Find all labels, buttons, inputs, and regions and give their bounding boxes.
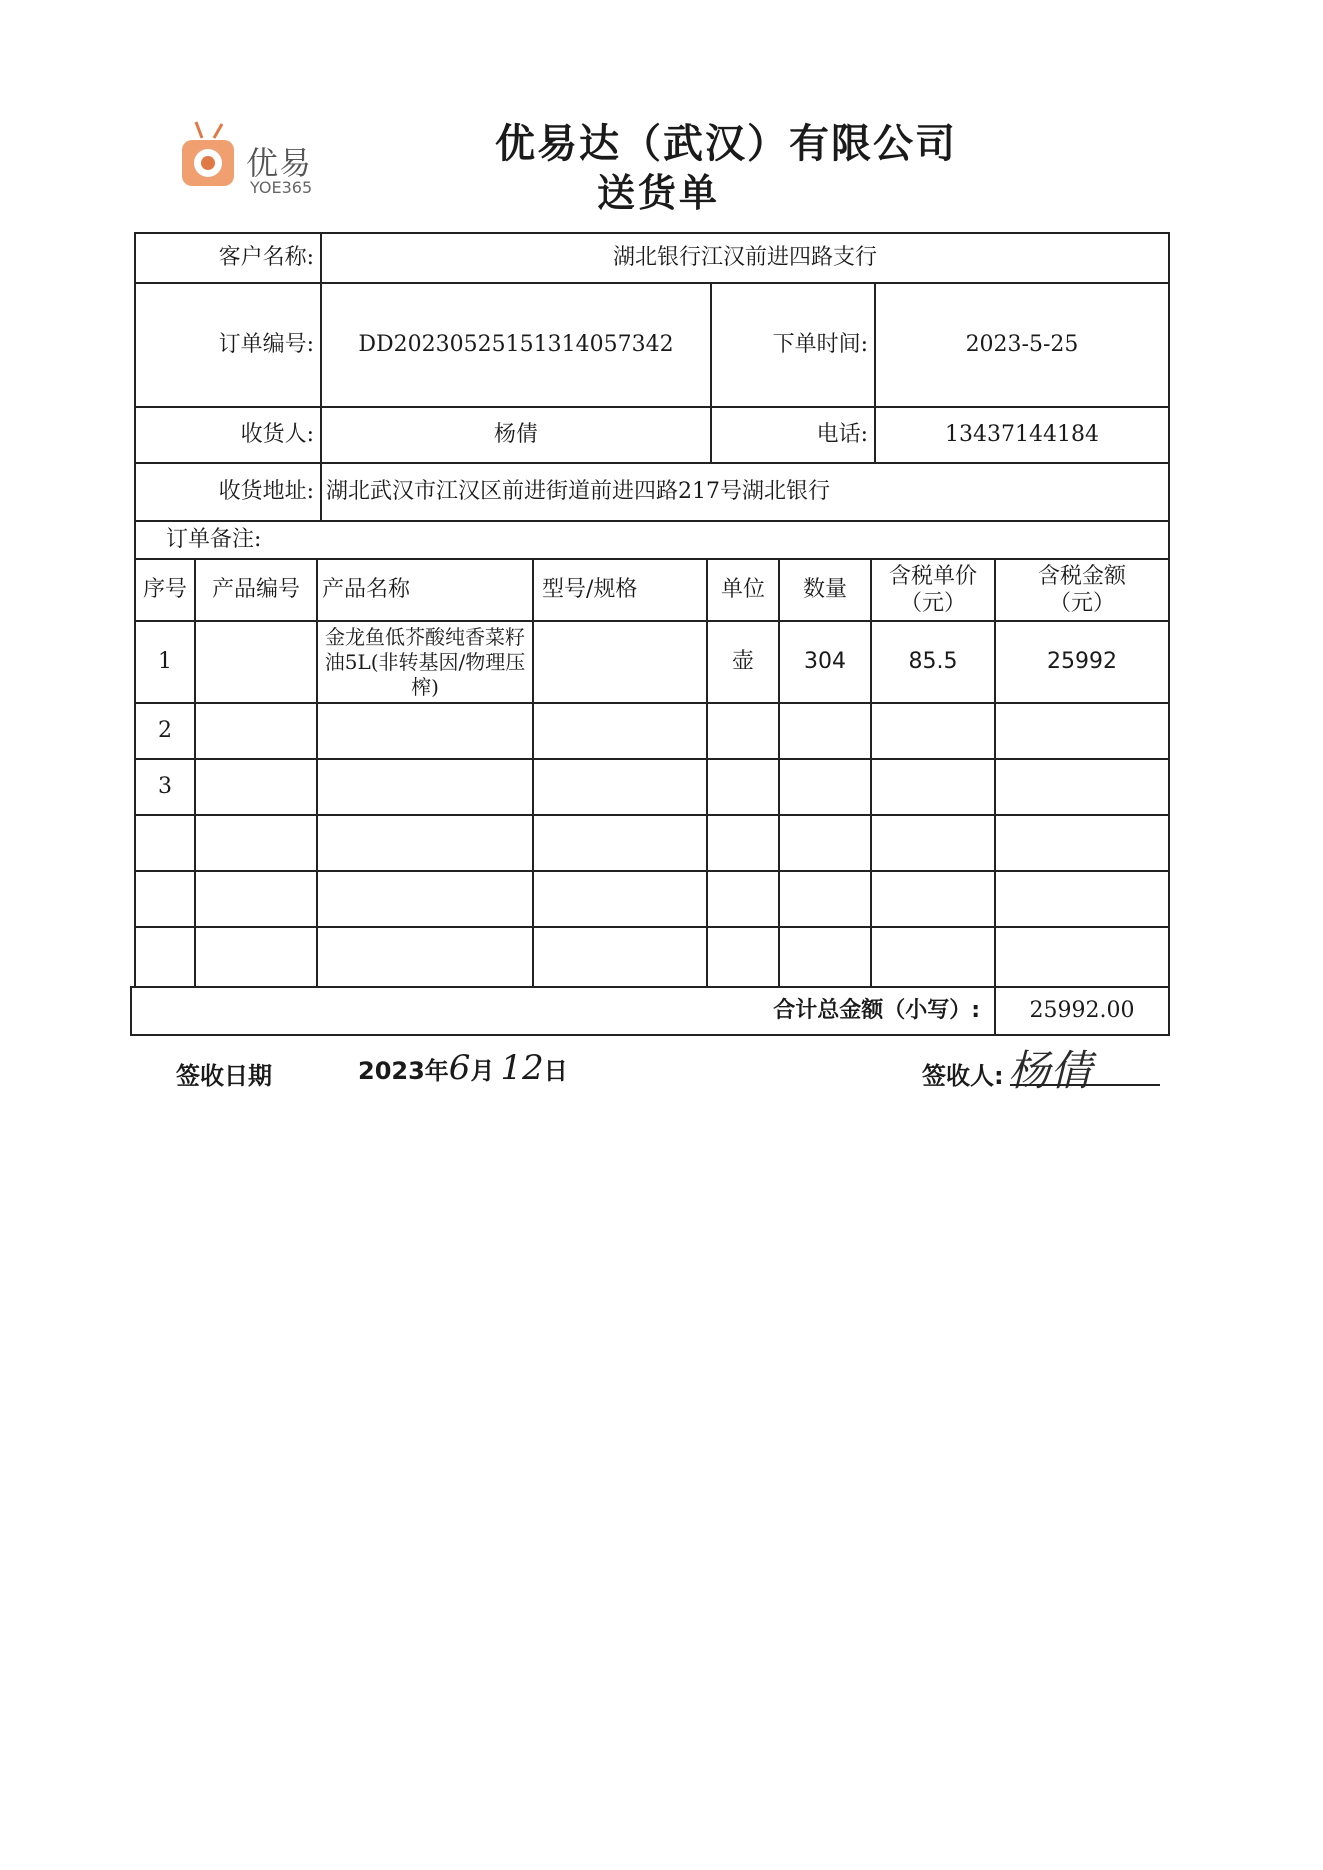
phone-value: 13437144184 <box>874 406 1170 464</box>
company-title: 优易达（武汉）有限公司 <box>495 120 957 167</box>
table-cell <box>994 702 1170 760</box>
table-cell-product-name: 金龙鱼低芥酸纯香菜籽油5L(非转基因/物理压榨) <box>316 620 534 704</box>
table-cell-model-spec <box>532 620 708 704</box>
table-cell-index: 3 <box>134 758 196 816</box>
company-logo <box>178 118 328 196</box>
col-header-model-spec: 型号/规格 <box>532 558 708 622</box>
logo-camera-icon <box>178 118 248 196</box>
table-cell-index <box>134 870 196 928</box>
sign-date-label: 签收日期 <box>176 1062 272 1090</box>
table-cell <box>778 926 872 988</box>
table-cell <box>194 814 318 872</box>
total-amount-label: 合计总金额（小写）: <box>130 986 996 1036</box>
table-cell <box>870 702 996 760</box>
table-cell <box>316 758 534 816</box>
table-cell-unit: 壶 <box>706 620 780 704</box>
col-header-index: 序号 <box>134 558 196 622</box>
sign-date-value <box>358 1048 568 1088</box>
phone-label: 电话: <box>710 406 876 464</box>
sign-date-year: 2023年 <box>358 1057 449 1085</box>
col-header-product-name: 产品名称 <box>316 558 534 622</box>
table-cell <box>706 870 780 928</box>
signer-signature: 杨倩 <box>1008 1046 1093 1095</box>
table-cell <box>532 926 708 988</box>
table-cell-index <box>134 926 196 988</box>
receiver-label: 收货人: <box>134 406 322 464</box>
logo-subtext: YOE365 <box>250 178 313 197</box>
table-cell <box>532 870 708 928</box>
table-cell-product-code <box>194 620 318 704</box>
order-note <box>134 520 1170 560</box>
address-value: 湖北武汉市江汉区前进街道前进四路217号湖北银行 <box>320 462 1170 522</box>
table-cell <box>778 758 872 816</box>
table-cell <box>194 702 318 760</box>
address-label: 收货地址: <box>134 462 322 522</box>
col-header-unit-price: 含税单价 （元） <box>870 558 996 622</box>
document-title: 送货单 <box>597 170 721 215</box>
receiver-value: 杨倩 <box>320 406 712 464</box>
order-no-value: DD20230525151314057342 <box>320 282 712 408</box>
table-cell <box>194 926 318 988</box>
table-cell-unit-price: 85.5 <box>870 620 996 704</box>
table-cell <box>194 870 318 928</box>
table-cell <box>870 758 996 816</box>
col-header-amount: 含税金额 （元） <box>994 558 1170 622</box>
table-cell <box>706 926 780 988</box>
customer-value: 湖北银行江汉前进四路支行 <box>320 232 1170 284</box>
table-cell <box>532 814 708 872</box>
table-cell <box>532 758 708 816</box>
table-cell <box>778 814 872 872</box>
table-cell-quantity: 304 <box>778 620 872 704</box>
table-cell-index: 1 <box>134 620 196 704</box>
table-cell <box>994 814 1170 872</box>
order-note-label: 订单备注: <box>166 527 262 553</box>
col-header-unit: 单位 <box>706 558 780 622</box>
table-cell <box>316 814 534 872</box>
table-cell <box>870 870 996 928</box>
sign-date-day-unit: 日 <box>543 1057 568 1085</box>
total-amount-value: 25992.00 <box>994 986 1170 1036</box>
table-cell <box>778 702 872 760</box>
table-cell <box>994 926 1170 988</box>
table-cell <box>316 702 534 760</box>
order-no-label: 订单编号: <box>134 282 322 408</box>
table-cell <box>870 814 996 872</box>
table-cell-index <box>134 814 196 872</box>
table-cell <box>994 870 1170 928</box>
logo-text: 优易 <box>246 144 313 182</box>
table-cell <box>316 870 534 928</box>
sign-date-month-unit: 月 <box>470 1057 495 1085</box>
table-cell <box>194 758 318 816</box>
customer-label: 客户名称: <box>134 232 322 284</box>
col-header-quantity: 数量 <box>778 558 872 622</box>
table-cell <box>778 870 872 928</box>
signature-line <box>1010 1084 1160 1086</box>
table-cell-index: 2 <box>134 702 196 760</box>
signer-label: 签收人: <box>922 1062 1004 1090</box>
order-time-value: 2023-5-25 <box>874 282 1170 408</box>
table-cell <box>870 926 996 988</box>
table-cell <box>706 702 780 760</box>
table-cell <box>994 758 1170 816</box>
table-cell-amount: 25992 <box>994 620 1170 704</box>
order-time-label: 下单时间: <box>710 282 876 408</box>
table-cell <box>706 758 780 816</box>
table-cell <box>706 814 780 872</box>
table-cell <box>316 926 534 988</box>
col-header-product-code: 产品编号 <box>194 558 318 622</box>
sign-date-month: 6 <box>448 1048 471 1088</box>
table-cell <box>532 702 708 760</box>
sign-date-day: 12 <box>500 1048 544 1088</box>
